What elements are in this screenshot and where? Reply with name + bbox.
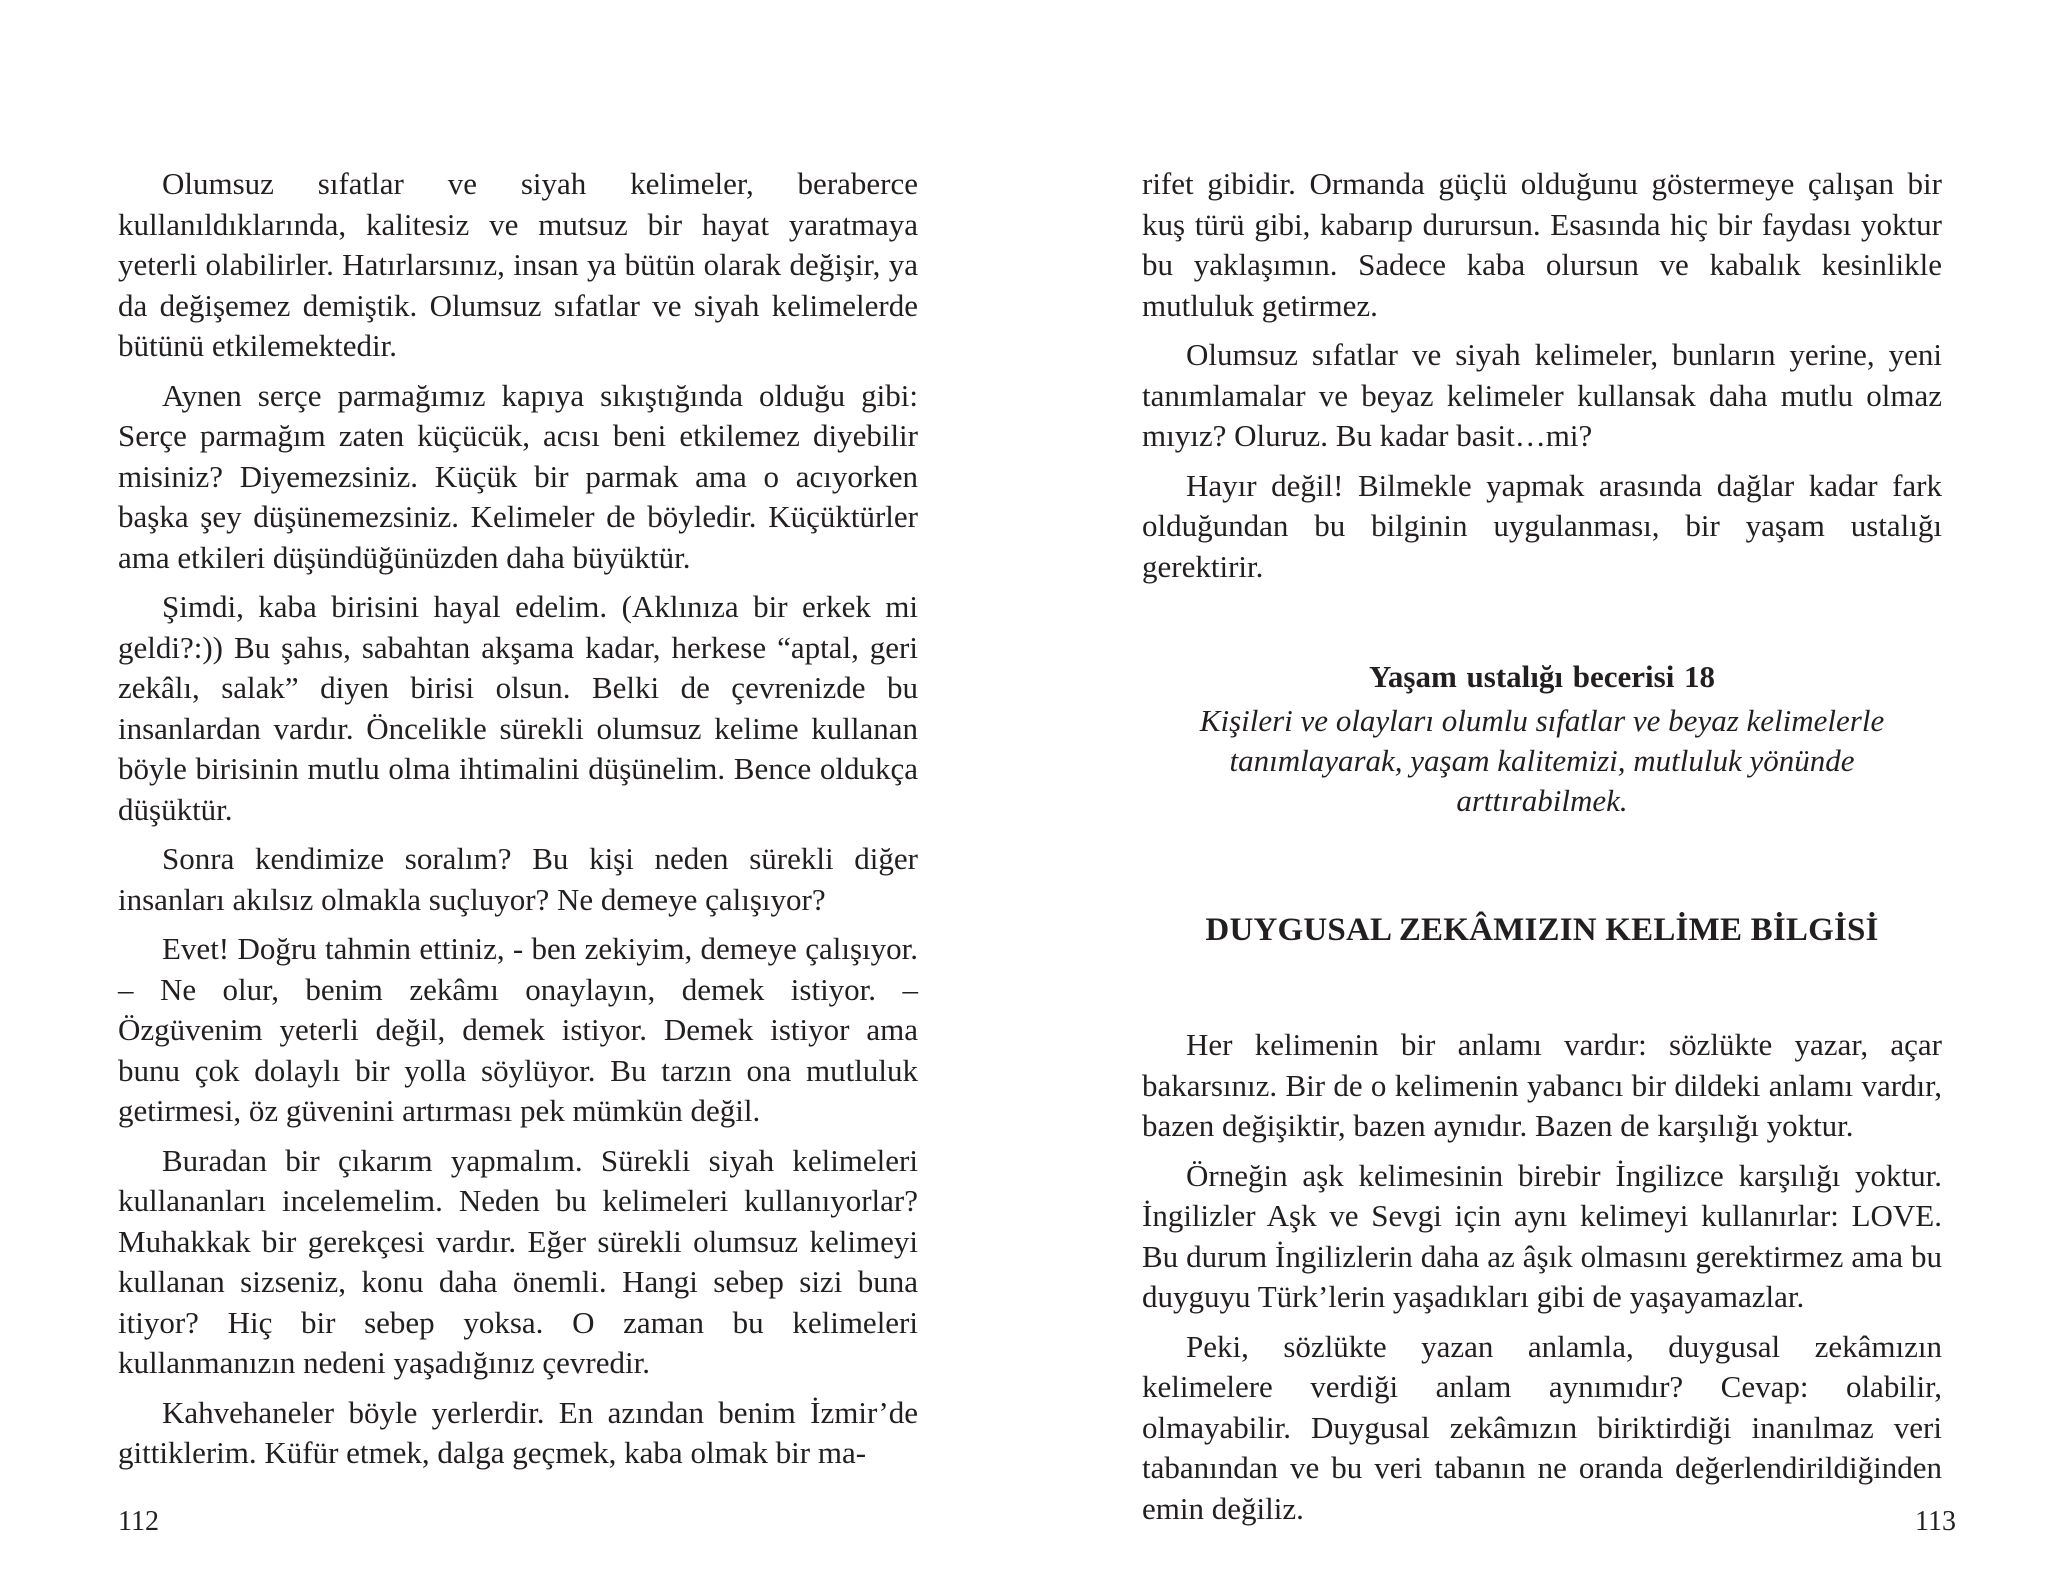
section-heading: DUYGUSAL ZEKÂMIZIN KELİME BİLGİSİ bbox=[1205, 912, 1879, 948]
paragraph: Şimdi, kaba birisini hayal edelim. (Aklınıza bir erkek mi geldi?:)) Bu şahıs, sabahtan akşama kadar, herkese “aptal, geri zekâlı, salak” diyen birisi olsun. Belki de çevrenizde bu insanlardan vardır. Öncelikle sürekli olumsuz kelime kullanan böyle birisinin mutlu olma ihtimalini düşünelim. Bence oldukça düşüktür. bbox=[118, 589, 918, 827]
paragraph: Her kelimenin bir anlamı vardır: sözlükte yazar, açar bakarsınız. Bir de o kelimenin yabancı bir dildeki anlamı vardır, bazen değişiktir, bazen aynıdır. Bazen de karşılığı yoktur. bbox=[1142, 1027, 1942, 1143]
skill-description: Kişileri ve olayları olumlu sıfatlar ve beyaz kelimelerle tanımlayarak, yaşam kalitemizi, mutluluk yönünde arttırabilmek. bbox=[1199, 703, 1885, 818]
right-page bbox=[1024, 0, 2048, 1593]
right-page-text bbox=[1142, 164, 1942, 1538]
skill-callout bbox=[1142, 657, 1942, 821]
paragraph: Örneğin aşk kelimesinin birebir İngilizce karşılığı yoktur. İngilizler Aşk ve Sevgi için aynı kelimeyi kullanırlar: LOVE. Bu durum İngilizlerin daha az âşık olmasını gerektirmez ama bu duyguyu Türk’lerin yaşadıkları gibi de yaşayamazlar. bbox=[1142, 1157, 1942, 1314]
skill-title: Yaşam ustalığı becerisi 18 bbox=[1368, 659, 1716, 694]
paragraph: Olumsuz sıfatlar ve siyah kelimeler, beraberce kullanıldıklarında, kalitesiz ve mutsuz bir hayat yaratmaya yeterli olabilirler. Hatırlarsınız, insan ya bütün olarak değişir, ya da değişemez demiştik. Olumsuz sıfatlar ve siyah kelimelerde bütünü etkilemektedir. bbox=[118, 166, 918, 363]
paragraph: Peki, sözlükte yazan anlamla, duygusal zekâmızın kelimelere verdiği anlam aynımıdır? Cevap: olabilir, olmayabilir. Duygusal zekâmızın biriktirdiği inanılmaz veri tabanından ve bu veri tabanın ne oranda değerlendirildiğinden emin değiliz. bbox=[1142, 1328, 1942, 1526]
page-number: 113 bbox=[1915, 1506, 1956, 1537]
paragraph: Sonra kendimize soralım? Bu kişi neden sürekli diğer insanları akılsız olmakla suçluyor? Ne demeye çalışıyor? bbox=[118, 841, 918, 917]
left-page-text bbox=[118, 164, 918, 1483]
paragraph-continued: rifet gibidir. Ormanda güçlü olduğunu göstermeye çalışan bir kuş türü gibi, kabarıp durursun. Esasında hiç bir faydası yoktur bu yaklaşımın. Sadece kaba olursun ve kabalık kesinlikle mutluluk getirmez. bbox=[1142, 166, 1942, 323]
paragraph: Hayır değil! Bilmekle yapmak arasında dağlar kadar fark olduğundan bu bilginin uygulanması, bir yaşam ustalığı gerektirir. bbox=[1142, 467, 1942, 584]
paragraph: Evet! Doğru tahmin ettiniz, - ben zekiyim, demeye çalışıyor. – Ne olur, benim zekâmı onaylayın, demek istiyor. – Özgüvenim yeterli değil, demek istiyor. Demek istiyor ama bunu çok dolaylı bir yolla söylüyor. Bu tarzın ona mutluluk getirmesi, öz güvenini artırması pek mümkün değil. bbox=[118, 931, 918, 1128]
paragraph: Aynen serçe parmağımız kapıya sıkıştığında olduğu gibi: Serçe parmağım zaten küçücük, acısı beni etkilemez diyebilir misiniz? Diyemezsiniz. Küçük bir parmak ama o acıyorken başka şey düşünemezsiniz. Kelimeler de böyledir. Küçüktürler ama etkileri düşündüğünüzden daha büyüktür. bbox=[118, 377, 918, 575]
paragraph: Kahvehaneler böyle yerlerdir. En azından benim İzmir’de gittiklerim. Küfür etmek, dalga geçmek, kaba olmak bir ma- bbox=[118, 1394, 918, 1470]
paragraph: Buradan bir çıkarım yapmalım. Sürekli siyah kelimeleri kullananları incelemelim. Neden bu kelimeleri kullanıyorlar? Muhakkak bir gerekçesi vardır. Eğer sürekli olumsuz kelimeyi kullanan sizseniz, konu daha önemli. Hangi sebep sizi buna itiyor? Hiç bir sebep yoksa. O zaman bu kelimeleri kullanmanızın nedeni yaşadığınız çevredir. bbox=[118, 1142, 918, 1380]
paragraph: Olumsuz sıfatlar ve siyah kelimeler, bunların yerine, yeni tanımlamalar ve beyaz kelimeler kullansak daha mutlu olmaz mıyız? Oluruz. Bu kadar basit…mi? bbox=[1142, 337, 1942, 453]
page-number: 112 bbox=[118, 1506, 159, 1537]
